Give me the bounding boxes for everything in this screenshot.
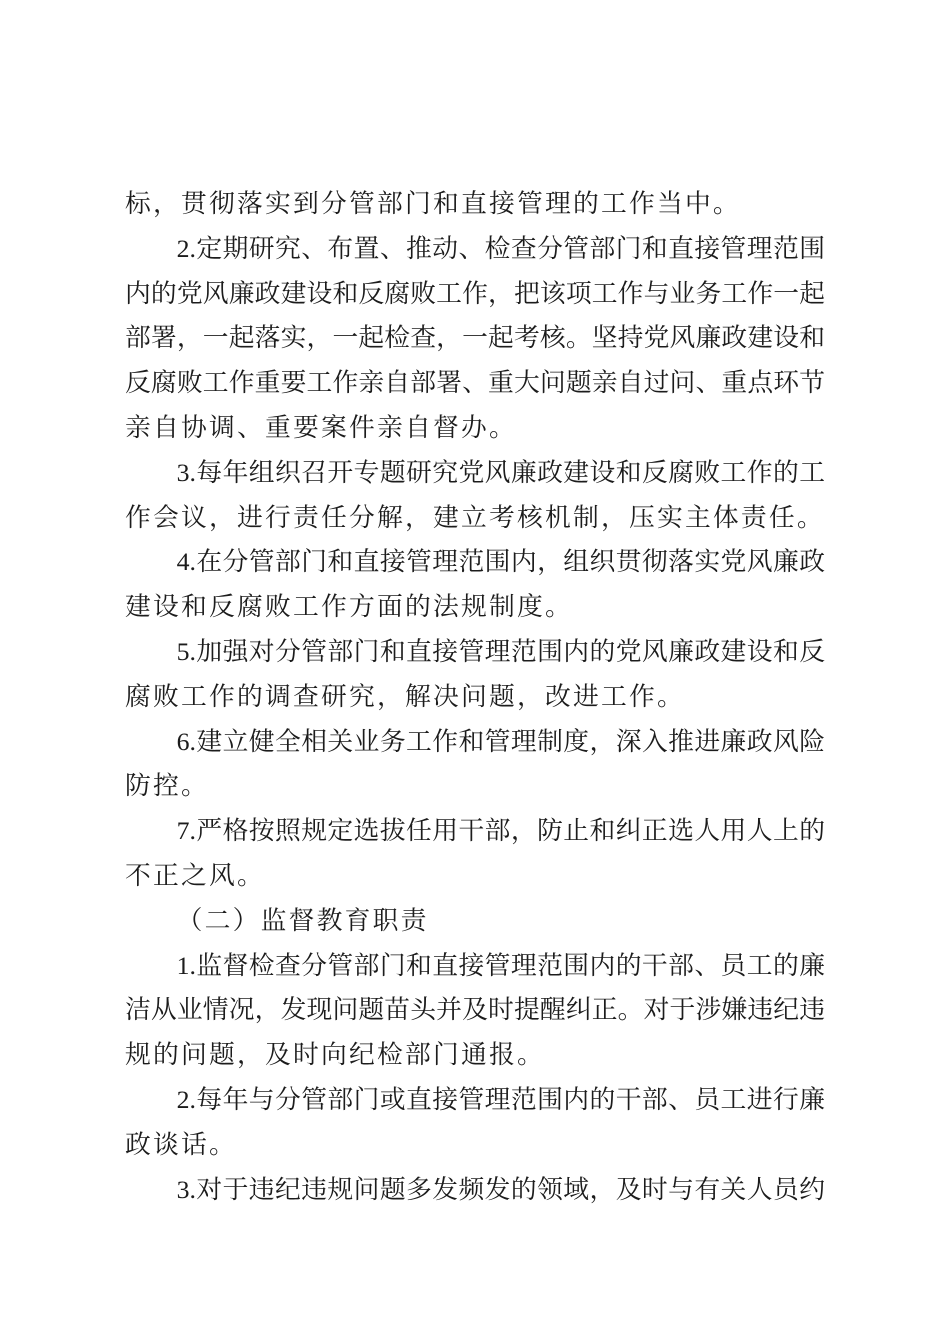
- text-line: 3.每年组织召开专题研究党风廉政建设和反腐败工作的工: [176, 457, 825, 487]
- text-line: 建设和反腐败工作方面的法规制度。: [125, 592, 573, 622]
- text-line: 2.定期研究、布置、推动、检查分管部门和直接管理范围: [176, 233, 825, 263]
- text-line: 2.每年与分管部门或直接管理范围内的干部、员工进行廉: [176, 1084, 825, 1114]
- text-line: 7.严格按照规定选拔任用干部，防止和纠正选人用人上的: [176, 816, 825, 846]
- text-line: 4.在分管部门和直接管理范围内，组织贯彻落实党风廉政: [176, 547, 825, 577]
- text-line: 3.对于违纪违规问题多发频发的领域，及时与有关人员约: [176, 1174, 825, 1204]
- document-body: [125, 182, 825, 1212]
- text-line: 政谈话。: [125, 1129, 237, 1159]
- text-line: 标，贯彻落实到分管部门和直接管理的工作当中。: [125, 189, 741, 218]
- text-line: 作会议，进行责任分解，建立考核机制，压实主体责任。: [125, 502, 825, 532]
- text-line: （二）监督教育职责: [176, 905, 429, 935]
- text-line: 部署，一起落实，一起检查，一起考核。坚持党风廉政建设和: [125, 323, 825, 353]
- text-line: 洁从业情况，发现问题苗头并及时提醒纠正。对于涉嫌违纪违: [125, 995, 825, 1025]
- text-line: 6.建立健全相关业务工作和管理制度，深入推进廉政风险: [176, 726, 825, 756]
- text-line: 内的党风廉政建设和反腐败工作，把该项工作与业务工作一起: [125, 278, 825, 308]
- text-line: 1.监督检查分管部门和直接管理范围内的干部、员工的廉: [176, 950, 825, 980]
- text-line: 反腐败工作重要工作亲自部署、重大问题亲自过问、重点环节: [125, 368, 825, 398]
- text-line: 腐败工作的调查研究，解决问题，改进工作。: [125, 681, 685, 711]
- text-line: 亲自协调、重要案件亲自督办。: [125, 412, 517, 442]
- text-line: 防控。: [125, 771, 209, 801]
- text-line: 不正之风。: [125, 860, 265, 890]
- text-line: 规的问题，及时向纪检部门通报。: [125, 1040, 545, 1070]
- text-line: 5.加强对分管部门和直接管理范围内的党风廉政建设和反: [176, 636, 825, 666]
